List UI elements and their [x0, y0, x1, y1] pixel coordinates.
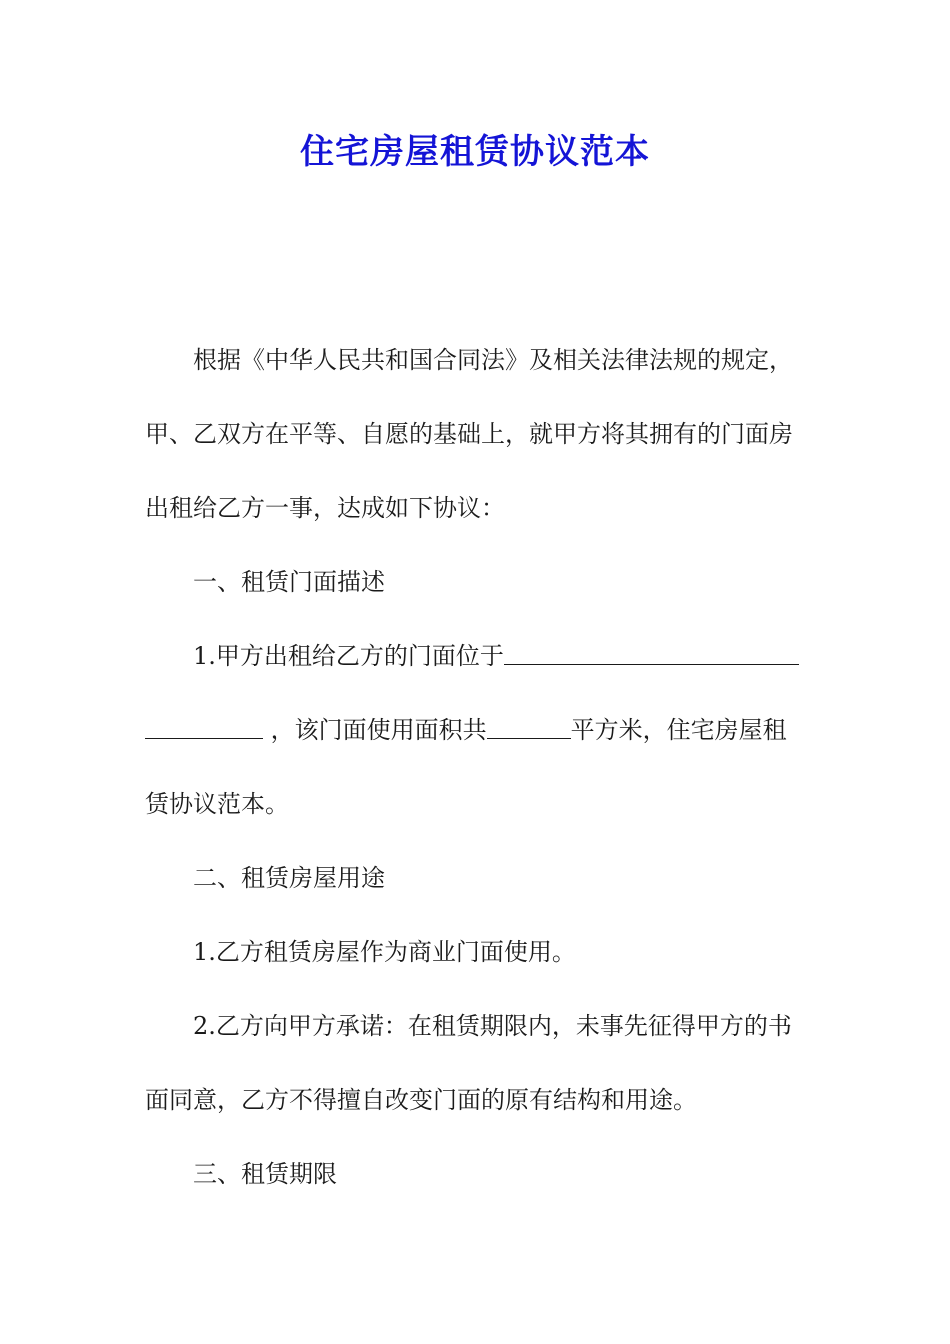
paragraph-line: 根据《中华人民共和国合同法》及相关法律法规的规定， [193, 346, 793, 374]
section-heading: 二、租赁房屋用途 [193, 864, 385, 892]
section-heading: 三、租赁期限 [193, 1160, 337, 1188]
clause-line [145, 710, 807, 784]
clause-line [145, 636, 807, 710]
fill-in-blank [145, 714, 263, 739]
paragraph-line: 出租给乙方一事，达成如下协议： [145, 494, 505, 522]
fill-in-blank [504, 640, 799, 665]
section-heading: 一、租赁门面描述 [193, 568, 385, 596]
clause-line: 2.乙方向甲方承诺：在租赁期限内，未事先征得甲方的书 [193, 1012, 792, 1040]
clause-line: 赁协议范本。 [145, 790, 289, 818]
document-title: 住宅房屋租赁协议范本 [300, 132, 650, 172]
clause-line: 面同意，乙方不得擅自改变门面的原有结构和用途。 [145, 1086, 697, 1114]
paragraph-line: 甲、乙双方在平等、自愿的基础上，就甲方将其拥有的门面房 [145, 420, 793, 448]
fill-in-blank [487, 714, 571, 739]
document-body [145, 340, 807, 1228]
clause-text: ，该门面使用面积共 [263, 716, 487, 744]
clause-text: 1.甲方出租给乙方的门面位于 [193, 642, 504, 670]
clause-line: 1.乙方租赁房屋作为商业门面使用。 [193, 938, 576, 966]
clause-text: 平方米，住宅房屋租 [570, 716, 787, 744]
